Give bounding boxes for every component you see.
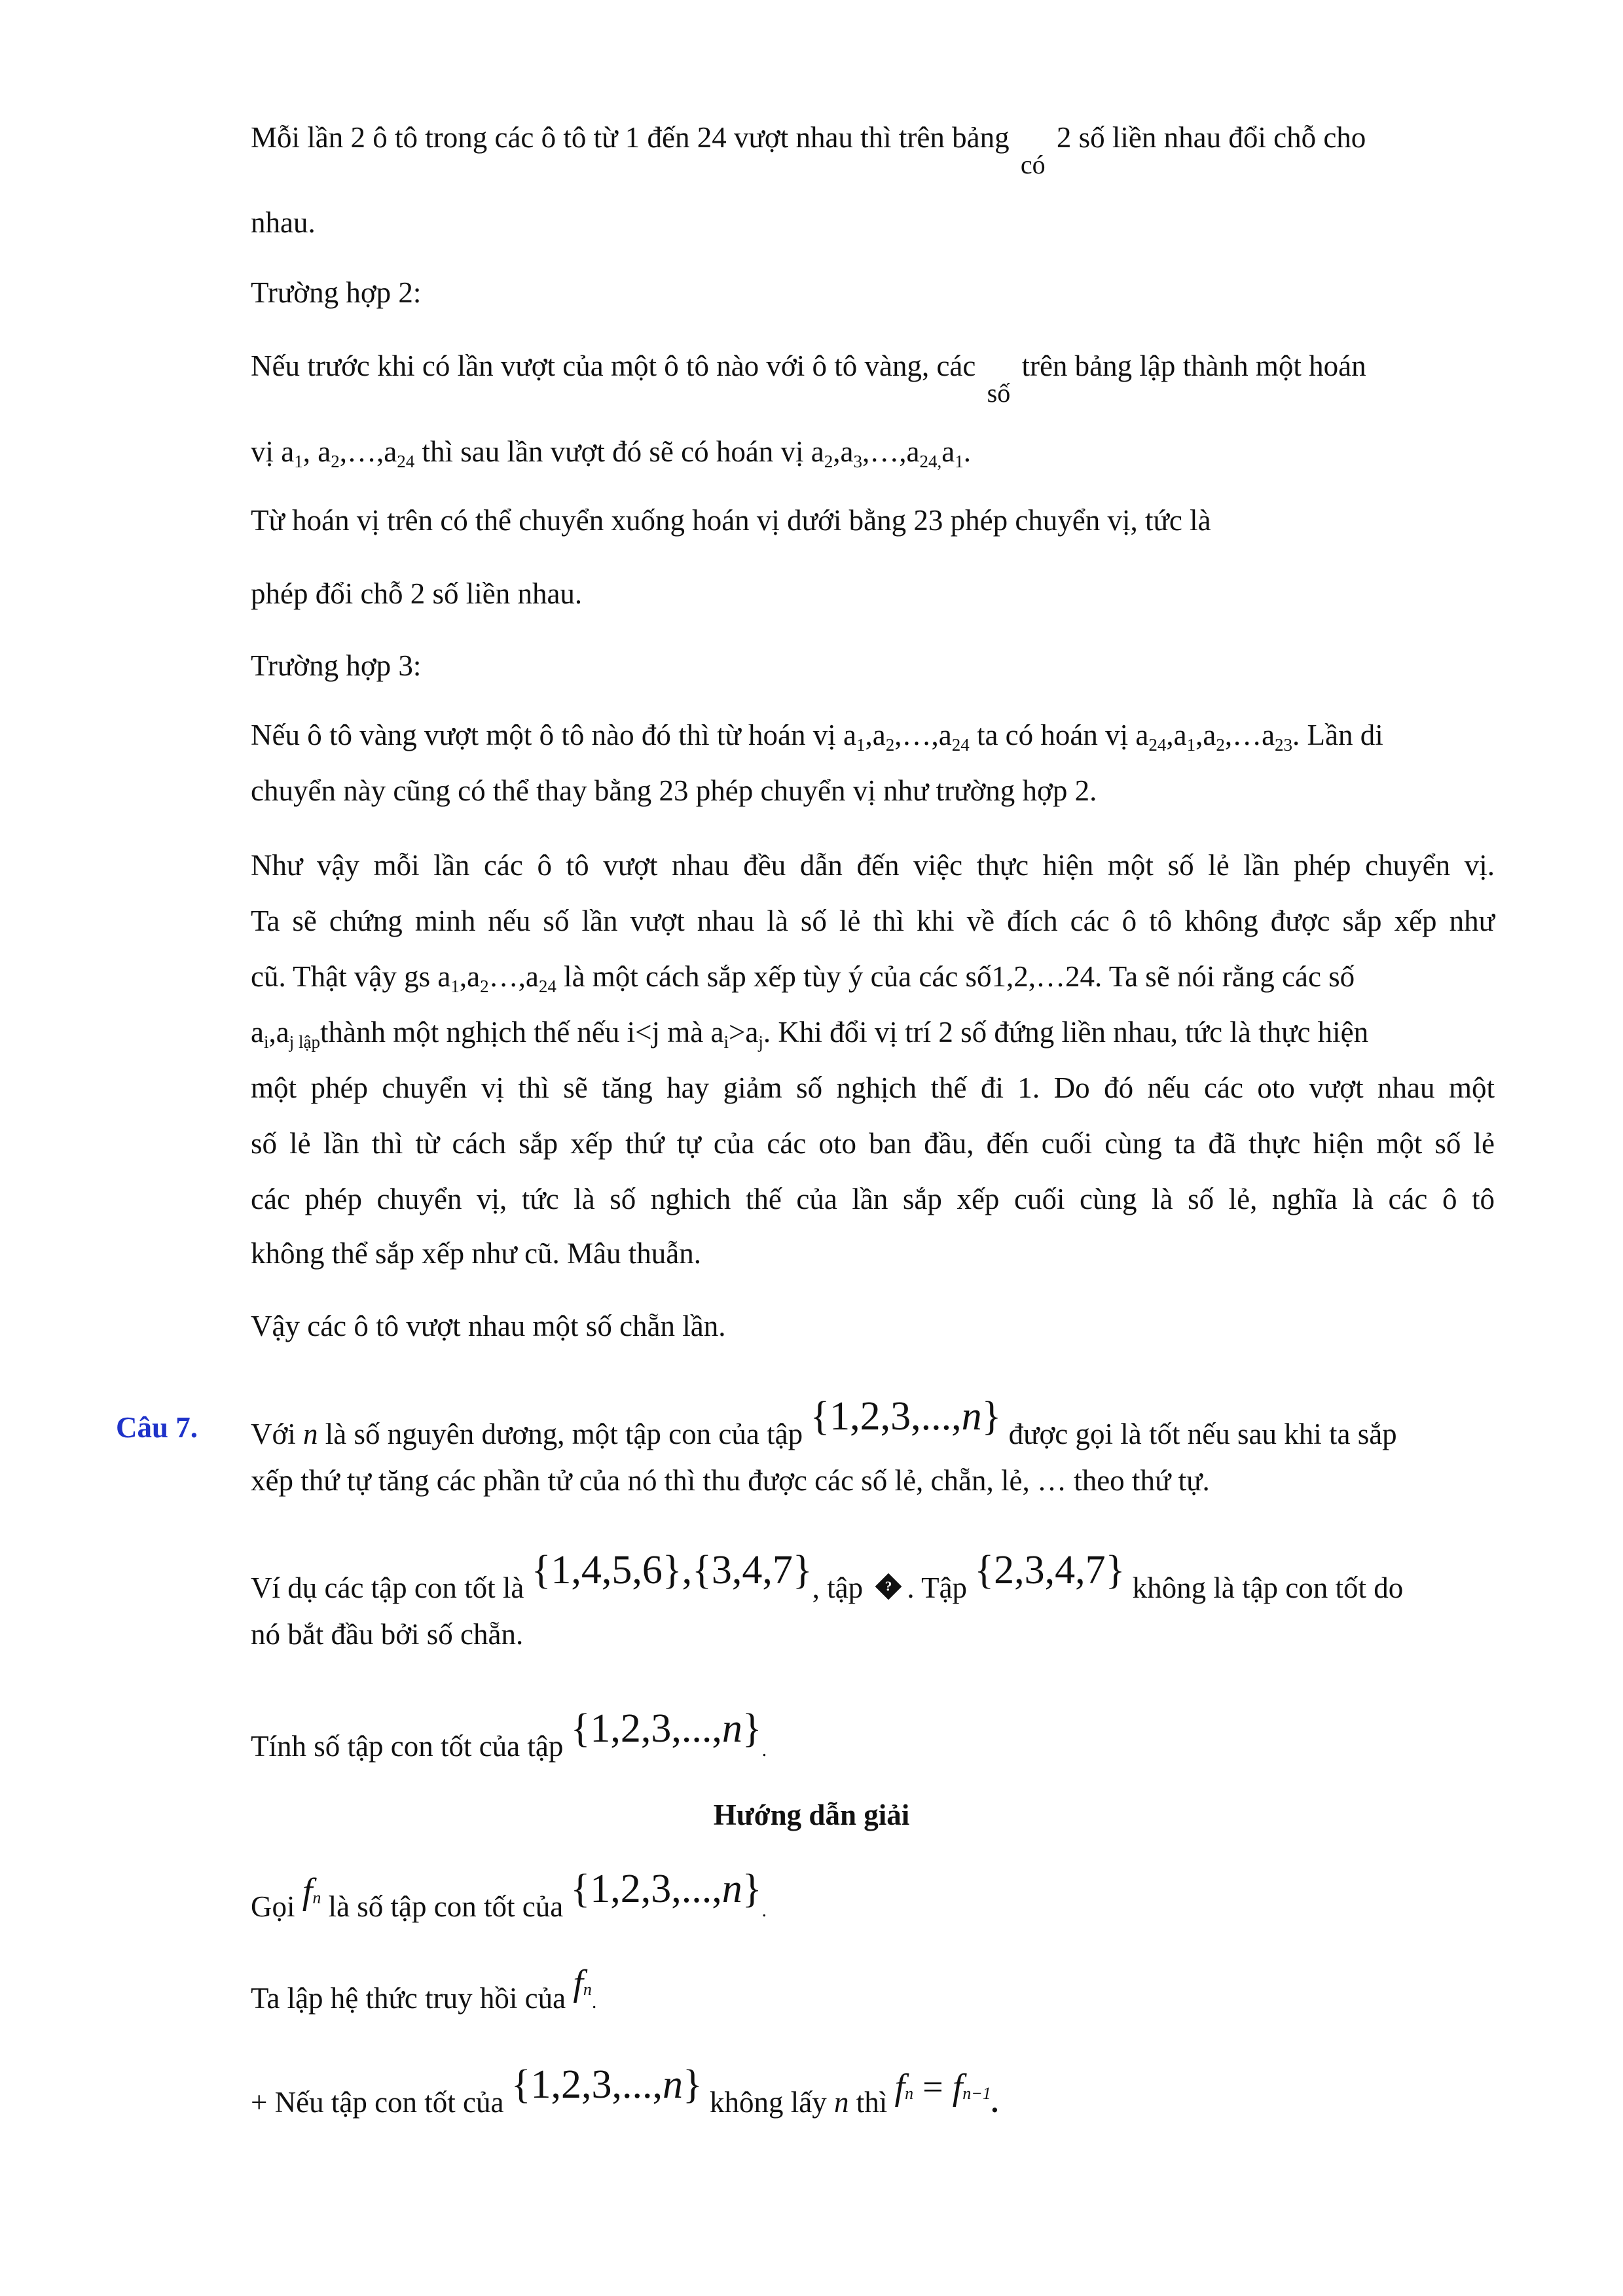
text: {1,2,3,...,: [511, 2062, 663, 2107]
paragraph-line: số lẻ lần thì từ cách sắp xếp thứ tự của các oto ban đầu, đến cuối cùng ta đã thực hiện một số lẻ: [251, 1127, 1495, 1160]
text: ,: [682, 1548, 693, 1592]
paragraph-line: [251, 121, 1495, 179]
text: là số nguyên dương, một tập con của tập: [318, 1418, 811, 1450]
subscript: 1: [1186, 735, 1196, 755]
text: thì sau lần vượt đó sẽ có hoán vị a: [414, 435, 824, 468]
math-set: {1,4,5,6}: [531, 1548, 682, 1592]
math-set: {3,4,7}: [692, 1548, 812, 1592]
text: {1,2,3,...,: [570, 1867, 722, 1911]
math-set: [570, 1867, 761, 1911]
paragraph-line: nhau.: [251, 206, 316, 239]
text: .: [761, 1899, 767, 1921]
text: ,a: [865, 719, 886, 751]
text: , a: [302, 435, 331, 468]
math-set: [810, 1394, 1001, 1439]
text: }: [742, 1706, 762, 1751]
text: f: [573, 1963, 583, 2003]
text: cũ. Thật vậy gs a: [251, 960, 451, 993]
subscript: 2: [1216, 735, 1225, 755]
text: không là tập con tốt do: [1125, 1571, 1404, 1604]
solution-heading: Hướng dẫn giải: [713, 1799, 910, 1831]
subscript: 1: [856, 735, 866, 755]
text: =: [913, 2067, 953, 2108]
text: Với: [251, 1418, 304, 1450]
paragraph-line: Ta sẽ chứng minh nếu số lần vượt nhau là số lẻ thì khi về đích các ô tô không được sắp xếp như: [251, 905, 1495, 937]
paragraph-line: một phép chuyển vị thì sẽ tăng hay giảm số nghịch thế đi 1. Do đó nếu các oto vượt nhau một: [251, 1071, 1495, 1104]
math-variable: n: [721, 1867, 742, 1911]
paragraph-line: [251, 350, 1495, 408]
paragraph-line: chuyển này cũng có thể thay bằng 23 phép chuyển vị như trường hợp 2.: [251, 774, 1097, 807]
missing-glyph-icon: [875, 1573, 902, 1600]
paragraph-line: Như vậy mỗi lần các ô tô vượt nhau đều dẫn đến việc thực hiện một số lẻ lần phép chuyển vị.: [251, 849, 1495, 882]
text: Tính số tập con tốt của tập: [251, 1730, 571, 1763]
text: . Tập: [907, 1571, 975, 1604]
text: ,…a: [1224, 719, 1275, 751]
text: Gọi: [251, 1890, 302, 1923]
subscript: 2: [885, 735, 895, 755]
paragraph-line: [251, 960, 1495, 996]
math-variable: n: [961, 1394, 982, 1439]
text: Nếu ô tô vàng vượt một ô tô nào đó thì từ hoán vị a: [251, 719, 856, 751]
text: >a: [729, 1016, 759, 1049]
subscript: 2: [331, 452, 340, 471]
text: . Lần di: [1292, 719, 1383, 751]
math-variable: n: [721, 1706, 742, 1751]
text: f: [952, 2067, 963, 2108]
math-function: [895, 2067, 991, 2108]
text: , tập: [812, 1571, 871, 1604]
paragraph-line: [251, 435, 1495, 471]
text: }: [981, 1394, 1002, 1439]
subscript: 3: [853, 452, 862, 471]
text: a: [941, 435, 955, 468]
text: vị a: [251, 435, 295, 468]
math-set: [571, 1706, 762, 1751]
text: ,a: [268, 1016, 289, 1049]
text: {1,2,3,...,: [810, 1394, 962, 1439]
math-function: [573, 1963, 592, 2003]
paragraph-line: [251, 2062, 1495, 2119]
text: {1,2,3,...,: [570, 1706, 722, 1751]
math-function: [302, 1871, 321, 1912]
text: . Khi đổi vị trí 2 số đứng liền nhau, tức là thực hiện: [763, 1016, 1369, 1049]
section-title: Trường hợp 2:: [251, 276, 422, 309]
paragraph-line: phép đổi chỗ 2 số liền nhau.: [251, 577, 583, 610]
text: + Nếu tập con tốt của: [251, 2086, 511, 2119]
section-title: Trường hợp 3:: [251, 649, 422, 682]
paragraph-line: [251, 1963, 1495, 2015]
math-variable: n: [834, 2086, 849, 2119]
subscript: 24: [1148, 735, 1167, 755]
text: 2 số liền nhau đổi chỗ cho: [1056, 121, 1366, 154]
text: ?: [885, 1578, 892, 1594]
text: ,a: [833, 435, 854, 468]
subscript: n−1: [962, 2084, 991, 2103]
text: được gọi là tốt nếu sau khi ta sắp: [1001, 1418, 1397, 1450]
paragraph-line: Từ hoán vị trên có thể chuyển xuống hoán vị dưới bằng 23 phép chuyển vị, tức là: [251, 504, 1211, 537]
text: thì: [848, 2086, 895, 2119]
subscript: 24: [951, 735, 970, 755]
text: }: [742, 1867, 762, 1911]
paragraph-line: [251, 1867, 1495, 1924]
subscript: n: [583, 1980, 592, 1999]
subscript: j lập: [289, 1032, 320, 1052]
paragraph-line: [251, 719, 1495, 755]
text: ,a: [1166, 719, 1187, 751]
text: Mỗi lần 2 ô tô trong các ô tô từ 1 đến 24 vượt nhau thì trên bảng: [251, 121, 1010, 154]
text: a: [251, 1016, 264, 1049]
text: ta có hoán vị a: [969, 719, 1149, 751]
text: f: [302, 1871, 313, 1912]
text: ,…,a: [862, 435, 920, 468]
subscript: i: [723, 1032, 729, 1052]
math-set: [511, 2062, 702, 2107]
question-label: Câu 7.: [116, 1411, 198, 1444]
text: .: [963, 435, 971, 468]
text: f: [894, 2067, 905, 2108]
subscript: 24,: [919, 452, 942, 471]
subscript: 2: [480, 977, 489, 996]
paragraph-line: [251, 1394, 1495, 1451]
text: không lấy: [702, 2086, 835, 2119]
paragraph-line: các phép chuyển vị, tức là số nghich thế của lần sắp xếp cuối cùng là số lẻ, nghĩa là các ô tô: [251, 1183, 1495, 1215]
text: .: [591, 1991, 597, 2013]
paragraph-line: nó bắt đầu bởi số chẵn.: [251, 1618, 524, 1651]
subscript: 24: [538, 977, 556, 996]
text: là số tập con tốt của: [321, 1890, 571, 1923]
text: là một cách sắp xếp tùy ý của các số1,2,…24. Ta sẽ nói rằng các số: [556, 960, 1355, 993]
subscript: 1: [955, 452, 964, 471]
subscript: 1: [450, 977, 460, 996]
subscript: 24: [397, 452, 415, 471]
text: số: [987, 378, 1011, 408]
math-variable: n: [663, 2062, 684, 2107]
text: ,a: [459, 960, 481, 993]
paragraph-line: xếp thứ tự tăng các phần tử của nó thì thu được các số lẻ, chẵn, lẻ, … theo thứ tự.: [251, 1464, 1210, 1497]
text: .: [991, 2086, 999, 2119]
subscript: j: [758, 1032, 763, 1052]
paragraph-line: [251, 1016, 1495, 1052]
text: ,…,a: [894, 719, 952, 751]
paragraph-line: Vậy các ô tô vượt nhau một số chẵn lần.: [251, 1310, 726, 1342]
text: có: [1020, 150, 1046, 179]
text: Nếu trước khi có lần vượt của một ô tô nào với ô tô vàng, các: [251, 350, 976, 382]
text: ,a: [1195, 719, 1216, 751]
paragraph-line: không thể sắp xếp như cũ. Mâu thuẫn.: [251, 1237, 702, 1270]
text: trên bảng lập thành một hoán: [1021, 350, 1366, 382]
text: Ví dụ các tập con tốt là: [251, 1571, 532, 1604]
paragraph-line: [251, 1548, 1495, 1605]
text: Ta lập hệ thức truy hồi của: [251, 1982, 574, 2015]
text: …,a: [488, 960, 539, 993]
paragraph-line: [251, 1706, 1495, 1763]
subscript: n: [312, 1888, 321, 1907]
text: }: [683, 2062, 702, 2107]
subscript: i: [263, 1032, 269, 1052]
subscript: 23: [1275, 735, 1293, 755]
text: ,…,a: [339, 435, 397, 468]
subscript: n: [905, 2084, 914, 2103]
text: .: [761, 1739, 767, 1761]
subscript: 1: [294, 452, 303, 471]
subscript: 2: [824, 452, 833, 471]
text: thành một nghịch thế nếu i<j mà a: [319, 1016, 724, 1049]
math-set: {2,3,4,7}: [974, 1548, 1125, 1592]
math-variable: n: [303, 1418, 318, 1450]
